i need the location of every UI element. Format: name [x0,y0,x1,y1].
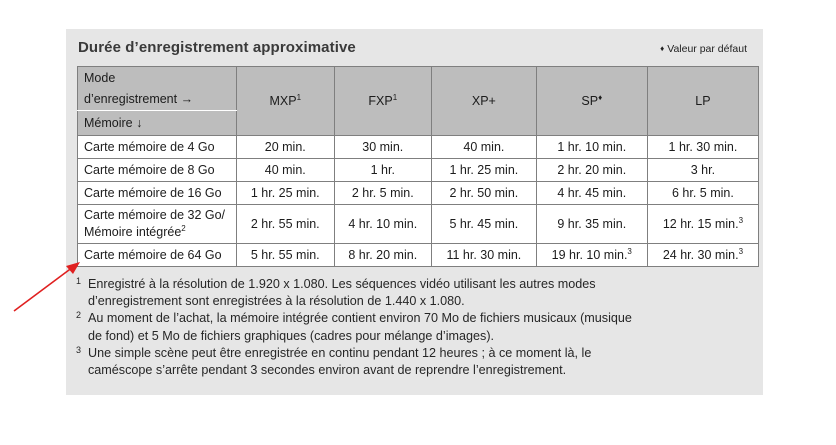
row-label: Carte mémoire de 64 Go [78,244,237,267]
column-header-label: XP+ [471,94,496,108]
footnote-line: Au moment de l’achat, la mémoire intégrée contient environ 70 Mo de fichiers musicaux (musique [88,311,632,326]
table-cell: 1 hr. 25 min. [432,159,537,182]
column-header-sup: 1 [392,92,398,102]
row-label-line-2: Mémoire intégrée$^2$ [84,223,186,239]
table-cell: 8 hr. 20 min. [334,244,432,267]
table-cell: 4 hr. 10 min. [334,205,432,244]
footnote-line: Enregistré à la résolution de 1.920 x 1.080. Les séquences vidéo utilisant les autres modes [88,277,596,291]
panel-title: Durée d’enregistrement approximative [78,39,356,56]
column-header-label: SP [581,94,599,108]
table-cell: 4 hr. 45 min. [536,182,647,205]
table-cell: 1 hr. 30 min. [647,136,758,159]
table-cell: 2 hr. 50 min. [432,182,537,205]
footnote-number: 3 [76,344,82,355]
table-cell: 2 hr. 5 min. [334,182,432,205]
footnote-number: 1 [76,276,82,286]
table-cell: 40 min. [432,136,537,159]
footnote-line: Une simple scène peut être enregistrée en continu pendant 12 heures ; à ce moment là, le [88,345,592,360]
column-header-sup: 1 [296,92,302,102]
column-header-sup: ♦ [598,92,603,102]
column-header-label: LP [695,94,711,108]
default-value-label: Valeur par défaut [667,43,747,55]
table-cell: 9 hr. 35 min. [536,205,647,244]
table-cell: 1 hr. 25 min. [237,182,335,205]
table-cell: 40 min. [237,159,335,182]
footnote-line: caméscope s’arrête pendant 3 secondes environ avant de reprendre l’enregistrement. [88,363,567,378]
footnote-line: de fond) et 5 Mo de fichiers graphiques (cadres pour mélange d’images). [88,328,495,343]
table-cell: 5 hr. 45 min. [432,205,537,244]
table-cell: 11 hr. 30 min. [432,244,537,267]
table-cell: 1 hr. 10 min. [536,136,647,159]
arrow-shaft [14,267,73,311]
table-cell: 20 min. [237,136,335,159]
corner-memory-header: Mémoire ↓ [78,111,237,136]
column-header-label: MXP [269,94,297,108]
row-label: Carte mémoire de 4 Go [78,136,237,159]
table-cell: 2 hr. 55 min. [237,205,335,244]
table-cell: 1 hr. [334,159,432,182]
table-cell: 19 hr. 10 min.$^3$ [536,244,647,267]
row-label: Carte mémoire de 8 Go [78,159,237,182]
footnote-line: d’enregistrement sont enregistrées à la résolution de 1.440 x 1.080. [88,294,465,309]
diamond-icon: ♦ [660,44,665,53]
corner-mode-line-1: Mode [84,71,116,85]
table-cell: 2 hr. 20 min. [536,159,647,182]
table-cell: 12 hr. 15 min.$^3$ [647,205,758,244]
row-label: Carte mémoire de 16 Go [78,182,237,205]
footnote-number: 2 [76,310,82,321]
table-cell: 30 min. [334,136,432,159]
arrow-head [66,262,80,274]
table-cell: 6 hr. 5 min. [647,182,758,205]
corner-mode-line-2: d’enregistrement → [84,92,194,106]
table-cell: 3 hr. [647,159,758,182]
column-header-label: FXP [368,94,393,108]
table-cell: 5 hr. 55 min. [237,244,335,267]
row-label-line-1: Carte mémoire de 32 Go/ [84,208,226,222]
table-cell: 24 hr. 30 min.$^3$ [647,244,758,267]
